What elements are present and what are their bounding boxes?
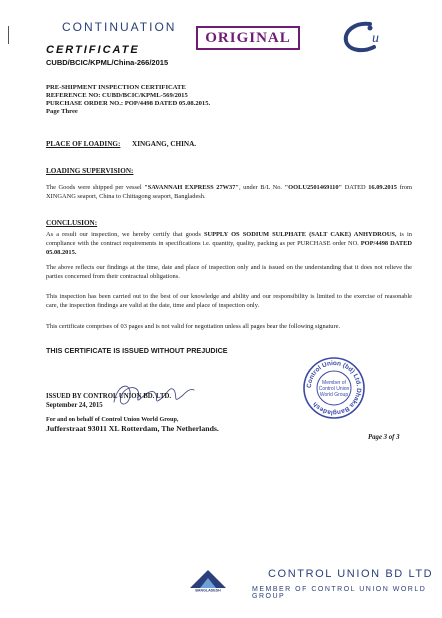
place-of-loading-heading: PLACE OF LOADING: [46,140,121,148]
place-of-loading-value: XINGANG, CHINA. [132,140,197,148]
issued-by: ISSUED BY CONTROL UNION BD. LTD. [46,393,172,400]
conclusion-paragraph: As a result our inspection, we hereby certify that goods SUPPLY OS SODIUM SULPHATE (SALT CAKE) ANHYDROUS, is in compliance with the contract requirements in specifications i.e. quantity, quality, packing as per PURCHASE order NO. POP/4498 DATED 05.08.2015. [46,231,413,256]
certificate-title: CERTIFICATE [46,44,140,56]
issued-block [46,392,171,410]
conclusion-heading: CONCLUSION: [46,219,98,227]
footer-company-name: CONTROL UNION BD LTD [268,568,434,580]
footer-brand-small: BANGLADESH [195,588,221,592]
address-line: Jufferstraat 93011 XL Rotterdam, The Netherlands. [46,424,219,433]
pages-paragraph: This certificate comprises of 03 pages and is not valid for negotiation unless all pages bear the following signature. [46,323,341,330]
seal-center-line-2: Control Union [318,386,350,392]
reference-number: REFERENCE NO: CUBD/BCIC/KPML-569/2015 [46,92,188,99]
page-edge-mark [8,26,9,44]
responsibility-paragraph: This inspection has been carried out to the best of our knowledge and ability and our responsibility is limited to the exercise of reasonable care, the inspection findings are valid at the date, time and place of inspection only. [46,293,412,309]
original-stamp [196,26,300,50]
control-union-logo-icon [340,20,396,59]
on-behalf-line: For and on behalf of Control Union World Group, [46,416,179,423]
loading-supervision-heading: LOADING SUPERVISION: [46,167,134,175]
purchase-order-line: PURCHASE ORDER NO.: POP/4498 DATED 05.08.2015. [46,100,211,107]
footer-member-line: MEMBER OF CONTROL UNION WORLD GROUP [252,586,427,600]
loading-supervision-paragraph: The Goods were shipped per vessel "SAVANNAH EXPRESS 27W37", under B/L No. "OOLU2501469110" DATED 16.09.2015 from XINGANG seaport, China to Chittagong seaport, Bangladesh. [46,184,413,200]
issue-date: September 24, 2015 [46,402,103,409]
page-number: Page 3 of 3 [368,434,400,441]
svg-text:u: u [372,31,379,46]
original-stamp-text: ORIGINAL [205,29,291,46]
findings-paragraph: The above reflects our findings at the time, date and place of inspection only and is issued on the understanding that it does not relieve the parties concerned from their contractual obligations. [46,264,412,280]
seal-center-line-3: World Group [319,392,349,398]
mountain-logo-icon [186,568,230,597]
continuation-label: CONTINUATION [62,20,177,34]
document-title: PRE-SHIPMENT INSPECTION CERTIFICATE [46,84,186,91]
page-label: Page Three [46,108,78,115]
company-seal-stamp [302,356,366,425]
without-prejudice-notice: THIS CERTIFICATE IS ISSUED WITHOUT PREJUDICE [46,346,228,355]
certificate-reference: CUBD/BCIC/KPML/China-266/2015 [46,58,169,67]
seal-ring-text: Control Union (bd) Ltd. Dhaka Bangladesh [305,359,363,417]
seal-center-line-1: Member of [322,380,346,386]
